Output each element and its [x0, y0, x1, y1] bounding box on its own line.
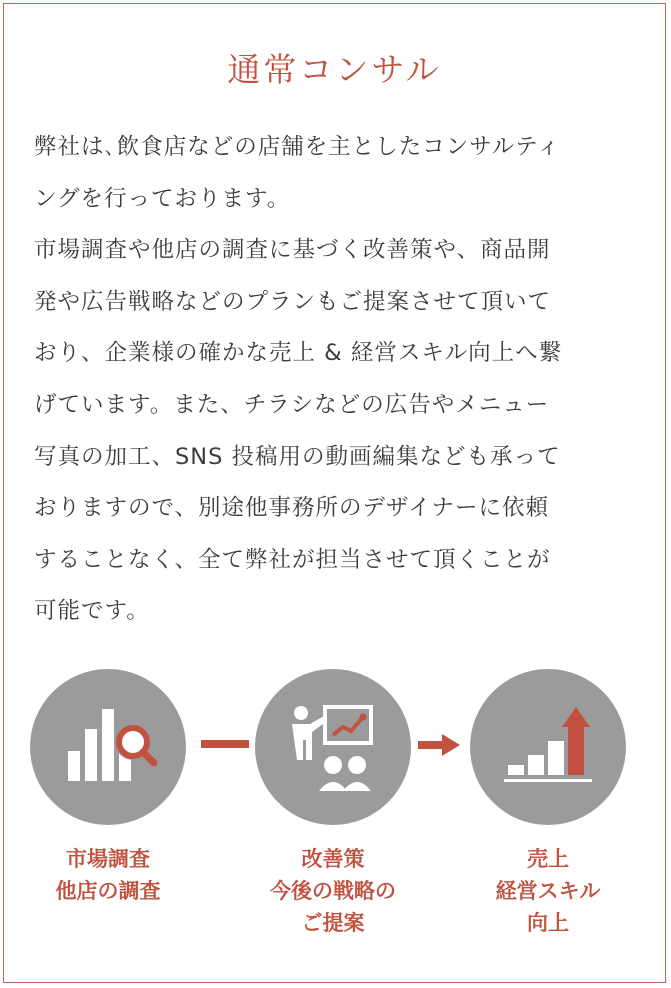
- step-label-line: 向上: [527, 911, 569, 935]
- step-1-label: [0, 843, 218, 907]
- step-2-circle: [255, 669, 411, 825]
- connector-line: [201, 736, 249, 752]
- step-label-line: 改善策: [301, 847, 365, 871]
- step-label-line: 売上: [527, 847, 569, 871]
- description-line: 市場調査や他店の調査に基づく改善策や、商品開: [34, 237, 551, 264]
- description-line: 可能です。: [34, 598, 150, 625]
- bar-chart-magnifier-icon: [30, 669, 186, 825]
- page-title: 通常コンサル: [227, 50, 442, 89]
- description-line: げています。また、チラシなどの広告やメニュー: [34, 391, 550, 418]
- step-label-line: 経営スキル: [495, 879, 601, 903]
- growth-chart-arrow-icon: [470, 669, 626, 825]
- description-line: することなく、全て弊社が担当させて頂くことが: [34, 546, 551, 573]
- step-3-circle: [470, 669, 626, 825]
- step-label-line: 今後の戦略の: [270, 879, 396, 903]
- step-2-label: [223, 843, 443, 939]
- step-label-line: ご提案: [301, 911, 365, 935]
- description-line: 発や広告戦略などのプランもご提案させて頂いて: [34, 288, 552, 315]
- step-label-line: 市場調査: [66, 847, 150, 871]
- description-line: ングを行っております。: [34, 185, 291, 212]
- consulting-card: [3, 3, 666, 983]
- description-text: [34, 122, 644, 638]
- step-label-line: 他店の調査: [55, 879, 161, 903]
- connector-arrow-icon: [418, 733, 460, 757]
- description-line: おり、企業様の確かな売上 & 経営スキル向上へ繋: [34, 340, 563, 367]
- description-line: 弊社は､飲食店などの店舗を主としたコンサルティ: [34, 134, 561, 160]
- description-line: おりますので、別途他事務所のデザイナーに依頼: [34, 495, 549, 522]
- presentation-audience-icon: [255, 669, 411, 825]
- step-1-circle: [30, 669, 186, 825]
- step-3-label: [438, 843, 658, 939]
- description-line: 写真の加工、SNS 投稿用の動画編集なども承って: [34, 443, 561, 470]
